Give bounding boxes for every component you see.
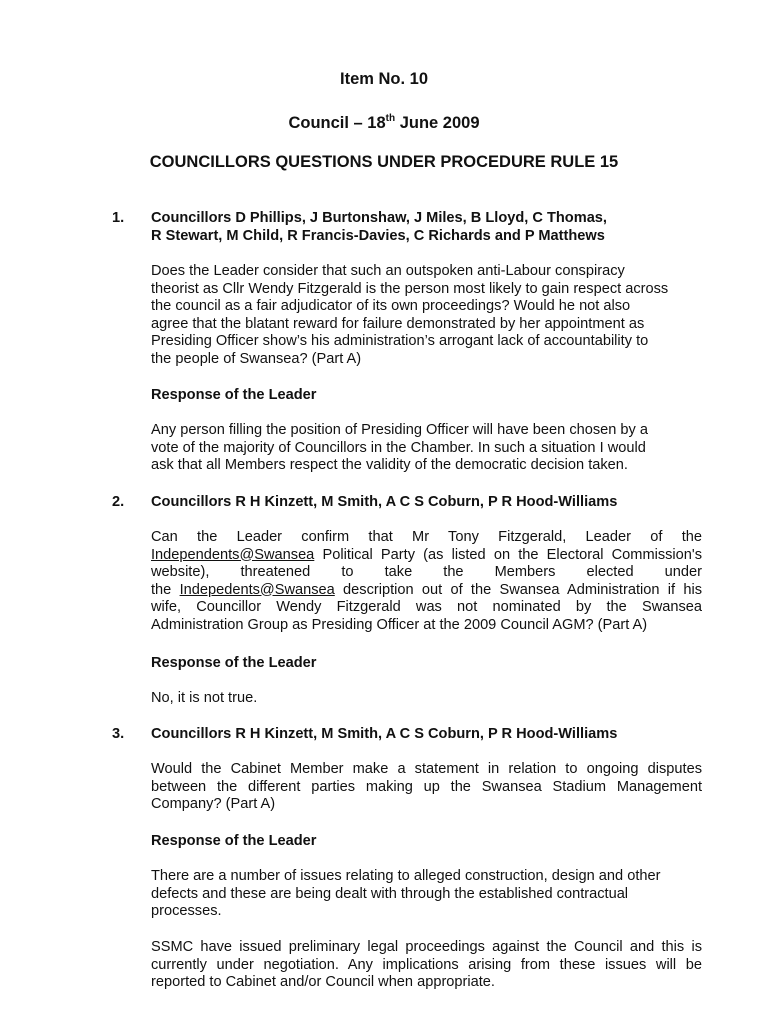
question-3-response-p1	[151, 868, 702, 921]
question-1-text	[151, 263, 702, 368]
question-1-line: theorist as Cllr Wendy Fitzgerald is the person most likely to gain respect across	[151, 280, 669, 297]
question-3-number: 3.	[112, 726, 125, 742]
independents-swansea-link[interactable]: Independents@Swansea	[151, 546, 315, 563]
indepedents-swansea-link[interactable]: Indepedents@Swansea	[179, 581, 335, 598]
question-3-line: between the different parties making up the Swansea Stadium Management	[151, 778, 702, 795]
question-1-response-heading: Response of the Leader	[151, 387, 317, 403]
question-3-response-line: reported to Cabinet and/or Council when appropriate.	[151, 974, 495, 990]
question-2-line	[151, 547, 702, 565]
question-2-line-text: description out of the Swansea Administration if his	[334, 581, 703, 598]
council-date-suffix: June 2009	[395, 114, 480, 132]
question-2-line: wife, Councillor Wendy Fitzgerald was not nominated by the Swansea	[151, 599, 702, 615]
question-2-response: No, it is not true.	[151, 690, 258, 706]
question-2-councillors: Councillors R H Kinzett, M Smith, A C S Coburn, P R Hood-Williams	[151, 494, 618, 510]
question-3-response-p2	[151, 939, 702, 992]
question-2-line: Administration Group as Presiding Officer at the 2009 Council AGM? (Part A)	[151, 616, 648, 633]
question-2-line: Can the Leader confirm that Mr Tony Fitzgerald, Leader of the	[151, 529, 702, 545]
question-3-response-line: defects and these are being dealt with through the established contractual	[151, 885, 629, 902]
question-3-response-heading: Response of the Leader	[151, 833, 317, 849]
question-1-councillors-line: Councillors D Phillips, J Burtonshaw, J Miles, B Lloyd, C Thomas,	[151, 210, 607, 226]
question-2-text	[151, 529, 702, 634]
question-1-line: agree that the blatant reward for failure demonstrated by her appointment as	[151, 315, 645, 332]
question-1-councillors	[151, 210, 702, 245]
document-heading: COUNCILLORS QUESTIONS UNDER PROCEDURE RULE 15	[149, 153, 619, 171]
question-2-line-text: Political Party (as listed on the Electoral Commission's	[314, 546, 702, 563]
question-1-line: the council as a fair adjudicator of its own proceedings? Would he not also	[151, 298, 631, 314]
question-1-response-line: vote of the majority of Councillors in the Chamber. In such a situation I would	[151, 439, 646, 456]
question-2-line-text: the	[151, 581, 180, 598]
item-number: Item No. 10	[339, 70, 429, 88]
question-1-line: Presiding Officer show’s his administration’s arrogant lack of accountability to	[151, 333, 649, 349]
question-1-response-line: Any person filling the position of Presiding Officer will have been chosen by a	[151, 422, 649, 438]
question-1-number: 1.	[112, 210, 125, 226]
question-2-line: website), threatened to take the Members elected under	[151, 564, 702, 580]
question-3-response-line: currently under negotiation. Any implications arising from these issues will be	[151, 956, 702, 973]
question-3-response-line: There are a number of issues relating to alleged construction, design and other	[151, 868, 661, 884]
question-3-text	[151, 761, 702, 814]
question-1-councillors-line: R Stewart, M Child, R Francis-Davies, C Richards and P Matthews	[151, 227, 605, 244]
question-3-line: Company? (Part A)	[151, 796, 276, 812]
question-2-response-heading: Response of the Leader	[151, 655, 317, 671]
question-1-response	[151, 422, 702, 475]
question-2-line	[151, 582, 702, 600]
question-1-line: Does the Leader consider that such an outspoken anti-Labour conspiracy	[151, 263, 625, 279]
question-2-number: 2.	[112, 494, 125, 510]
council-date	[0, 113, 768, 133]
question-3-line: Would the Cabinet Member make a statement in relation to ongoing disputes	[151, 761, 702, 777]
question-3-response-line: processes.	[151, 903, 222, 919]
council-date-sup: th	[385, 113, 396, 124]
question-1-response-line: ask that all Members respect the validity of the democratic decision taken.	[151, 457, 628, 473]
council-date-prefix: Council – 18	[288, 114, 386, 132]
question-3-councillors: Councillors R H Kinzett, M Smith, A C S Coburn, P R Hood-Williams	[151, 726, 618, 742]
question-1-line: the people of Swansea? (Part A)	[151, 350, 362, 367]
question-3-response-line: SSMC have issued preliminary legal proceedings against the Council and this is	[151, 939, 702, 955]
